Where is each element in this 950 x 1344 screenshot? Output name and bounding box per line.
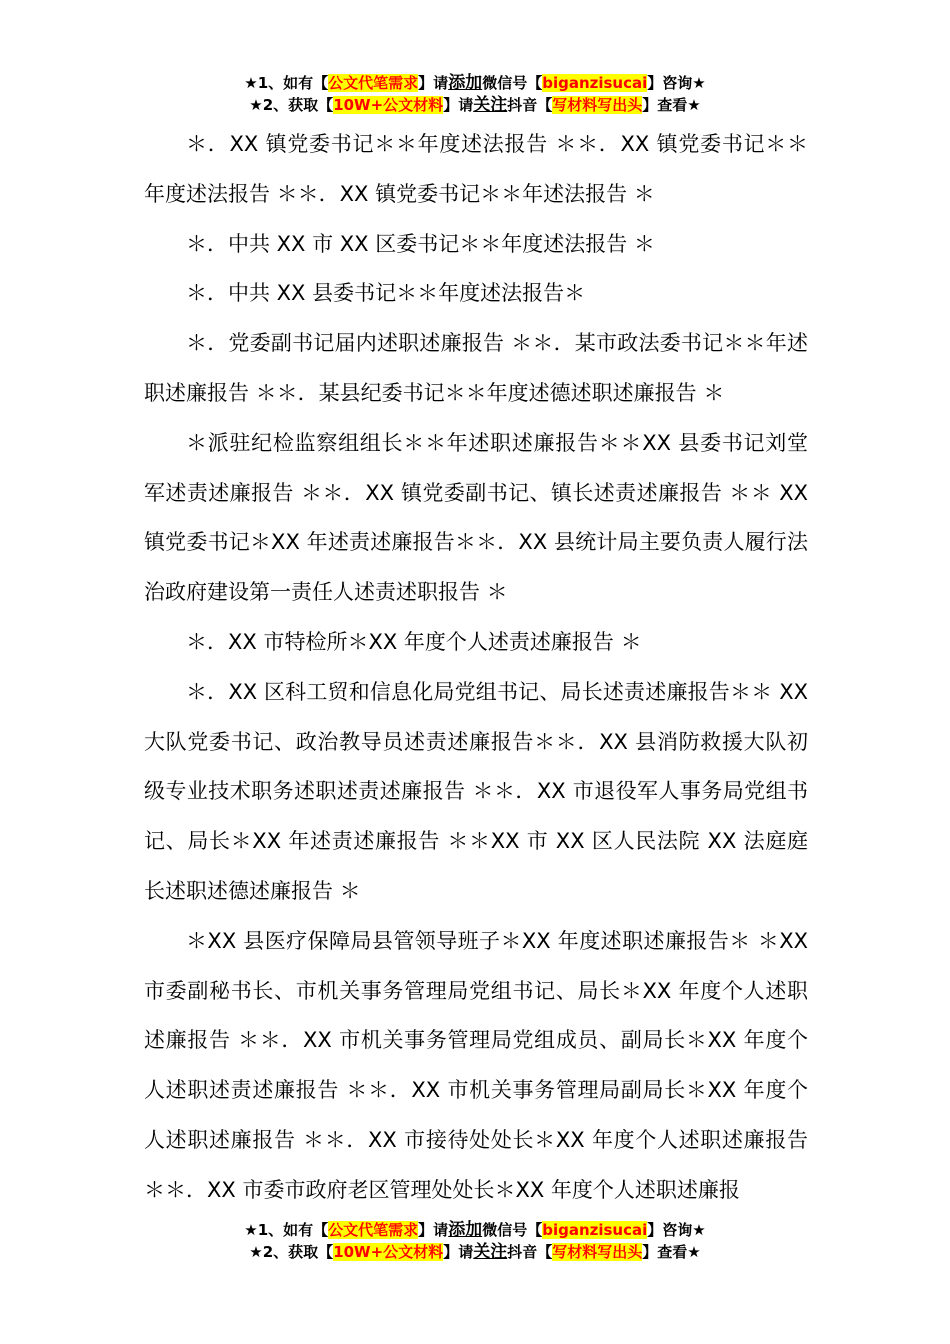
banner-text: 】请 <box>418 1221 449 1239</box>
banner-highlight: 公文代笔需求 <box>328 74 419 92</box>
banner-text: 抖音【 <box>507 1243 553 1261</box>
paragraph: ＊．中共 XX 市 XX 区委书记＊＊年度述法报告 ＊ <box>186 231 655 256</box>
paragraph: ＊XX 县医疗保障局县管领导班子＊XX 年度述职述廉报告＊ ＊XX 市委副秘书长、市机关事务管理局党组书记、局长＊XX 年度个人述职述廉报告 ＊＊．XX 市机关事务管理局党组成员、副局长＊XX 年度个人述职述责述廉报告 ＊＊．XX 市机关事务管理局副局长＊XX 年度个人述职述廉报告 ＊＊．XX 市接待处处长＊XX 年度个人述职述廉报告 ＊＊．XX 市委市政府老区管理处处长＊XX 年度个人述职述廉报 <box>144 928 808 1202</box>
banner-highlight: 10W+公文材料 <box>333 1243 444 1261</box>
banner-text: ★1、如有【 <box>244 1221 329 1239</box>
banner-text: 微信号【 <box>482 1221 543 1239</box>
banner-highlight: 写材料写出头 <box>552 1243 643 1261</box>
banner-text: 抖音【 <box>507 96 553 114</box>
footer-line-2 <box>0 1241 950 1263</box>
header-banner <box>0 72 950 116</box>
paragraph: ＊．党委副书记届内述职述廉报告 ＊＊．某市政法委书记＊＊年述职述廉报告 ＊＊．某县纪委书记＊＊年度述德述职述廉报告 ＊ <box>144 331 808 405</box>
banner-text: ★1、如有【 <box>244 74 329 92</box>
banner-highlight: 公文代笔需求 <box>328 1221 419 1239</box>
banner-line-2 <box>0 94 950 116</box>
banner-text: 】请 <box>443 1243 474 1261</box>
banner-emphasis: 添加 <box>448 73 483 93</box>
banner-highlight: 写材料写出头 <box>552 96 643 114</box>
banner-text: 】查看★ <box>642 1243 701 1261</box>
paragraph: ＊．中共 XX 县委书记＊＊年度述法报告＊ <box>186 281 586 306</box>
banner-emphasis: 关注 <box>473 95 508 115</box>
banner-line-1 <box>0 72 950 94</box>
footer-line-1 <box>0 1219 950 1241</box>
banner-highlight: biganzisucai <box>542 1221 648 1239</box>
banner-text: 微信号【 <box>482 74 543 92</box>
banner-highlight: 10W+公文材料 <box>333 96 444 114</box>
banner-emphasis: 添加 <box>448 1220 483 1240</box>
document-body <box>144 120 808 1216</box>
banner-text: ★2、获取【 <box>249 1243 334 1261</box>
banner-highlight: biganzisucai <box>542 74 648 92</box>
banner-text: 】请 <box>418 74 449 92</box>
banner-text: 】咨询★ <box>647 74 706 92</box>
paragraph: ＊派驻纪检监察组组长＊＊年述职述廉报告＊＊XX 县委书记刘堂军述责述廉报告 ＊＊．XX 镇党委副书记、镇长述责述廉报告 ＊＊ XX 镇党委书记＊XX 年述责述廉报告＊＊．XX 县统计局主要负责人履行法治政府建设第一责任人述责述职报告 ＊ <box>144 430 808 605</box>
paragraph: ＊．XX 市特检所＊XX 年度个人述责述廉报告 ＊ <box>186 629 642 654</box>
banner-text: 】查看★ <box>642 96 701 114</box>
paragraph: ＊．XX 镇党委书记＊＊年度述法报告 ＊＊．XX 镇党委书记＊＊年度述法报告 ＊＊．XX 镇党委书记＊＊年述法报告 ＊ <box>144 132 808 206</box>
banner-text: 】咨询★ <box>647 1221 706 1239</box>
paragraph: ＊．XX 区科工贸和信息化局党组书记、局长述责述廉报告＊＊ XX 大队党委书记、政治教导员述责述廉报告＊＊．XX 县消防救援大队初级专业技术职务述职述责述廉报告 ＊＊．XX 市退役军人事务局党组书记、局长＊XX 年述责述廉报告 ＊＊XX 市 XX 区人民法院 XX 法庭庭长述职述德述廉报告 ＊ <box>144 679 808 903</box>
footer-banner <box>0 1219 950 1263</box>
banner-text: ★2、获取【 <box>249 96 334 114</box>
banner-text: 】请 <box>443 96 474 114</box>
banner-emphasis: 关注 <box>473 1242 508 1262</box>
